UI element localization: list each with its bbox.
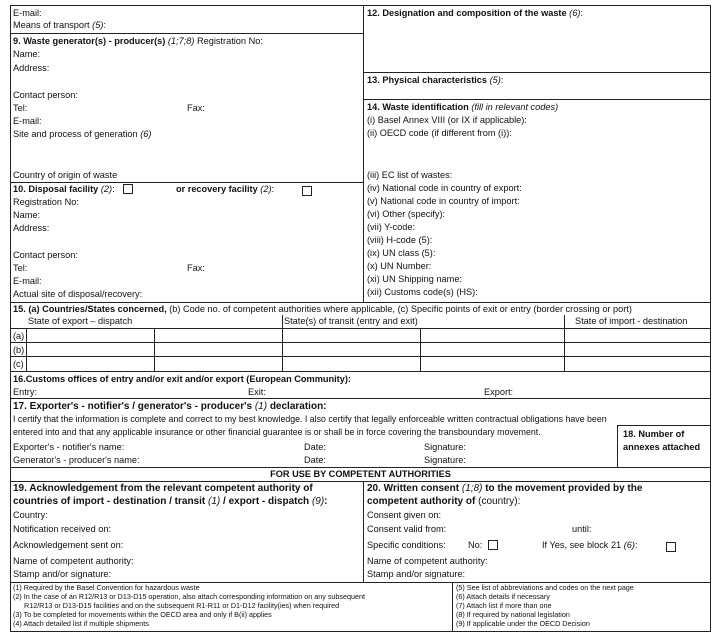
block19-stamp: Stamp and/or signature: xyxy=(13,569,112,579)
block14-line-1: (i) Basel Annex VIII (or IX if applicable): xyxy=(367,115,527,125)
block20-until: until: xyxy=(572,524,592,534)
block10-reg-label: Registration No: xyxy=(13,197,79,207)
block12-title: 12. Designation and composition of the waste (6): xyxy=(367,8,583,18)
block20-yes: If Yes, see block 21 (6): xyxy=(542,540,638,550)
block17-text-2: entered into and that any applicable insurance or other financial guarantee is or shall be in force covering the transboundary movement. xyxy=(13,427,541,437)
consent-no-checkbox[interactable] xyxy=(488,540,498,550)
competent-authorities-heading: FOR USE BY COMPETENT AUTHORITIES xyxy=(270,469,451,479)
block14-line-4: (iv) National code in country of export: xyxy=(367,183,522,193)
block14-line-5: (v) National code in country of import: xyxy=(367,196,520,206)
consent-yes-checkbox[interactable] xyxy=(666,542,676,552)
block9-name-label: Name: xyxy=(13,49,41,59)
block15-title: 15. (a) Countries/States concerned, (b) Code no. of competent authorities where applicable, (c) Specific points of exit or entry (border crossing or port) xyxy=(13,304,632,314)
block19-authority: Name of competent authority: xyxy=(13,556,134,566)
top-email-label: E-mail: xyxy=(13,8,42,18)
block18-line-1: 18. Number of xyxy=(623,429,685,439)
block9-tel-label: Tel: xyxy=(13,103,28,113)
block9-fax-label: Fax: xyxy=(187,103,205,113)
block13-title: 13. Physical characteristics (5): xyxy=(367,75,504,85)
block20-given: Consent given on: xyxy=(367,510,442,520)
block14-line-10: (x) UN Number: xyxy=(367,261,432,271)
block20-no: No: xyxy=(468,540,498,551)
block19-title-1: 19. Acknowledgement from the relevant competent authority of xyxy=(13,483,313,494)
footnote-3: (3) To be completed for movements within the OECD area and only if B(ii) applies xyxy=(13,610,272,619)
block20-title-2: competent authority of (country): xyxy=(367,496,521,507)
block20-specific: Specific conditions: xyxy=(367,540,446,550)
block10-fax-label: Fax: xyxy=(187,263,205,273)
notification-form xyxy=(2,1,715,635)
footnote-9: (9) If applicable under the OECD Decision xyxy=(456,619,590,628)
block14-line-2: (ii) OECD code (if different from (i)): xyxy=(367,128,512,138)
block14-title: 14. Waste identification (fill in relevant codes) xyxy=(367,102,559,112)
recovery-facility-checkbox[interactable] xyxy=(302,186,312,196)
block20-authority: Name of competent authority: xyxy=(367,556,488,566)
block17-date-2: Date: xyxy=(304,455,326,465)
divider-upper xyxy=(363,5,364,302)
block10-site-label: Actual site of disposal/recovery: xyxy=(13,289,143,299)
block17-exporter-name: Exporter's - notifier's name: xyxy=(13,442,125,452)
block10-contact-label: Contact person: xyxy=(13,250,78,260)
block17-signature-2: Signature: xyxy=(424,455,466,465)
block15-row-b: (b) xyxy=(13,345,25,355)
footnote-5: (5) See list of abbreviations and codes on the next page xyxy=(456,583,634,592)
block16-exit-label: Exit: xyxy=(248,387,266,397)
block15-col-transit: State(s) of transit (entry and exit) xyxy=(284,316,418,326)
block9-email-label: E-mail: xyxy=(13,116,42,126)
block10-tel-label: Tel: xyxy=(13,263,28,273)
footnote-2-cont: R12/R13 or D13-D15 facilities and on the subsequent R1-R11 or D1-D12 facility(ies) when required xyxy=(24,601,340,610)
block10-address-label: Address: xyxy=(13,223,50,233)
block9-country-label: Country of origin of waste xyxy=(13,170,118,180)
block14-line-11: (xi) UN Shipping name: xyxy=(367,274,462,284)
block15-row-c: (c) xyxy=(13,359,24,369)
footnote-8: (8) If required by national legislation xyxy=(456,610,570,619)
block14-line-6: (vi) Other (specify): xyxy=(367,209,446,219)
block17-text-1: I certify that the information is complete and correct to my best knowledge. I also certify that legally enforceable written contractual obligations have been xyxy=(13,414,607,424)
disposal-facility-checkbox[interactable] xyxy=(123,184,133,194)
block19-country: Country: xyxy=(13,510,48,520)
block19-received: Notification received on: xyxy=(13,524,112,534)
block15-col-export: State of export – dispatch xyxy=(28,316,133,326)
block15-row-a: (a) xyxy=(13,331,25,341)
footnote-7: (7) Attach list if more than one xyxy=(456,601,552,610)
footnote-6: (6) Attach details if necessary xyxy=(456,592,550,601)
footnote-1: (1) Required by the Basel Convention for hazardous waste xyxy=(13,583,200,592)
footnote-4: (4) Attach detailed list if multiple shipments xyxy=(13,619,149,628)
block16-entry-label: Entry: xyxy=(13,387,37,397)
block15-col-import: State of import - destination xyxy=(575,316,688,326)
block16-export-label: Export: xyxy=(484,387,514,397)
block14-line-9: (ix) UN class (5): xyxy=(367,248,436,258)
block10-email-label: E-mail: xyxy=(13,276,42,286)
block18-line-2: annexes attached xyxy=(623,442,701,452)
block9-title: 9. Waste generator(s) - producer(s) (1;7;8) Registration No: xyxy=(13,36,263,46)
block9-contact-label: Contact person: xyxy=(13,90,78,100)
block19-ack: Acknowledgement sent on: xyxy=(13,540,124,550)
block17-date-1: Date: xyxy=(304,442,326,452)
block20-valid: Consent valid from: xyxy=(367,524,447,534)
block14-line-7: (vii) Y-code: xyxy=(367,222,415,232)
block10-recovery-title: or recovery facility (2): xyxy=(176,184,275,194)
footnote-2: (2) In the case of an R12/R13 or D13-D15 operation, also attach corresponding information on any subsequent xyxy=(13,592,366,601)
block14-line-8: (viii) H-code (5): xyxy=(367,235,433,245)
block10-title: 10. Disposal facility (2): xyxy=(13,184,133,195)
block19-title-2: countries of import - destination / transit (1) / export - dispatch (9): xyxy=(13,496,328,507)
block17-title: 17. Exporter's - notifier's / generator's - producer's (1) declaration: xyxy=(13,401,327,412)
block10-name-label: Name: xyxy=(13,210,41,220)
block16-title: 16.Customs offices of entry and/or exit and/or export (European Community): xyxy=(13,374,351,384)
block20-title-1: 20. Written consent (1;8) to the movement provided by the xyxy=(367,483,643,494)
block17-generator-name: Generator's - producer's name: xyxy=(13,455,140,465)
block9-address-label: Address: xyxy=(13,63,50,73)
transport-label: Means of transport (5): xyxy=(13,20,106,30)
block20-stamp: Stamp and/or signature: xyxy=(367,569,466,579)
block14-line-12: (xii) Customs code(s) (HS): xyxy=(367,287,478,297)
block9-site-label: Site and process of generation (6) xyxy=(13,129,152,139)
block14-line-3: (iii) EC list of wastes: xyxy=(367,170,453,180)
block17-signature-1: Signature: xyxy=(424,442,466,452)
